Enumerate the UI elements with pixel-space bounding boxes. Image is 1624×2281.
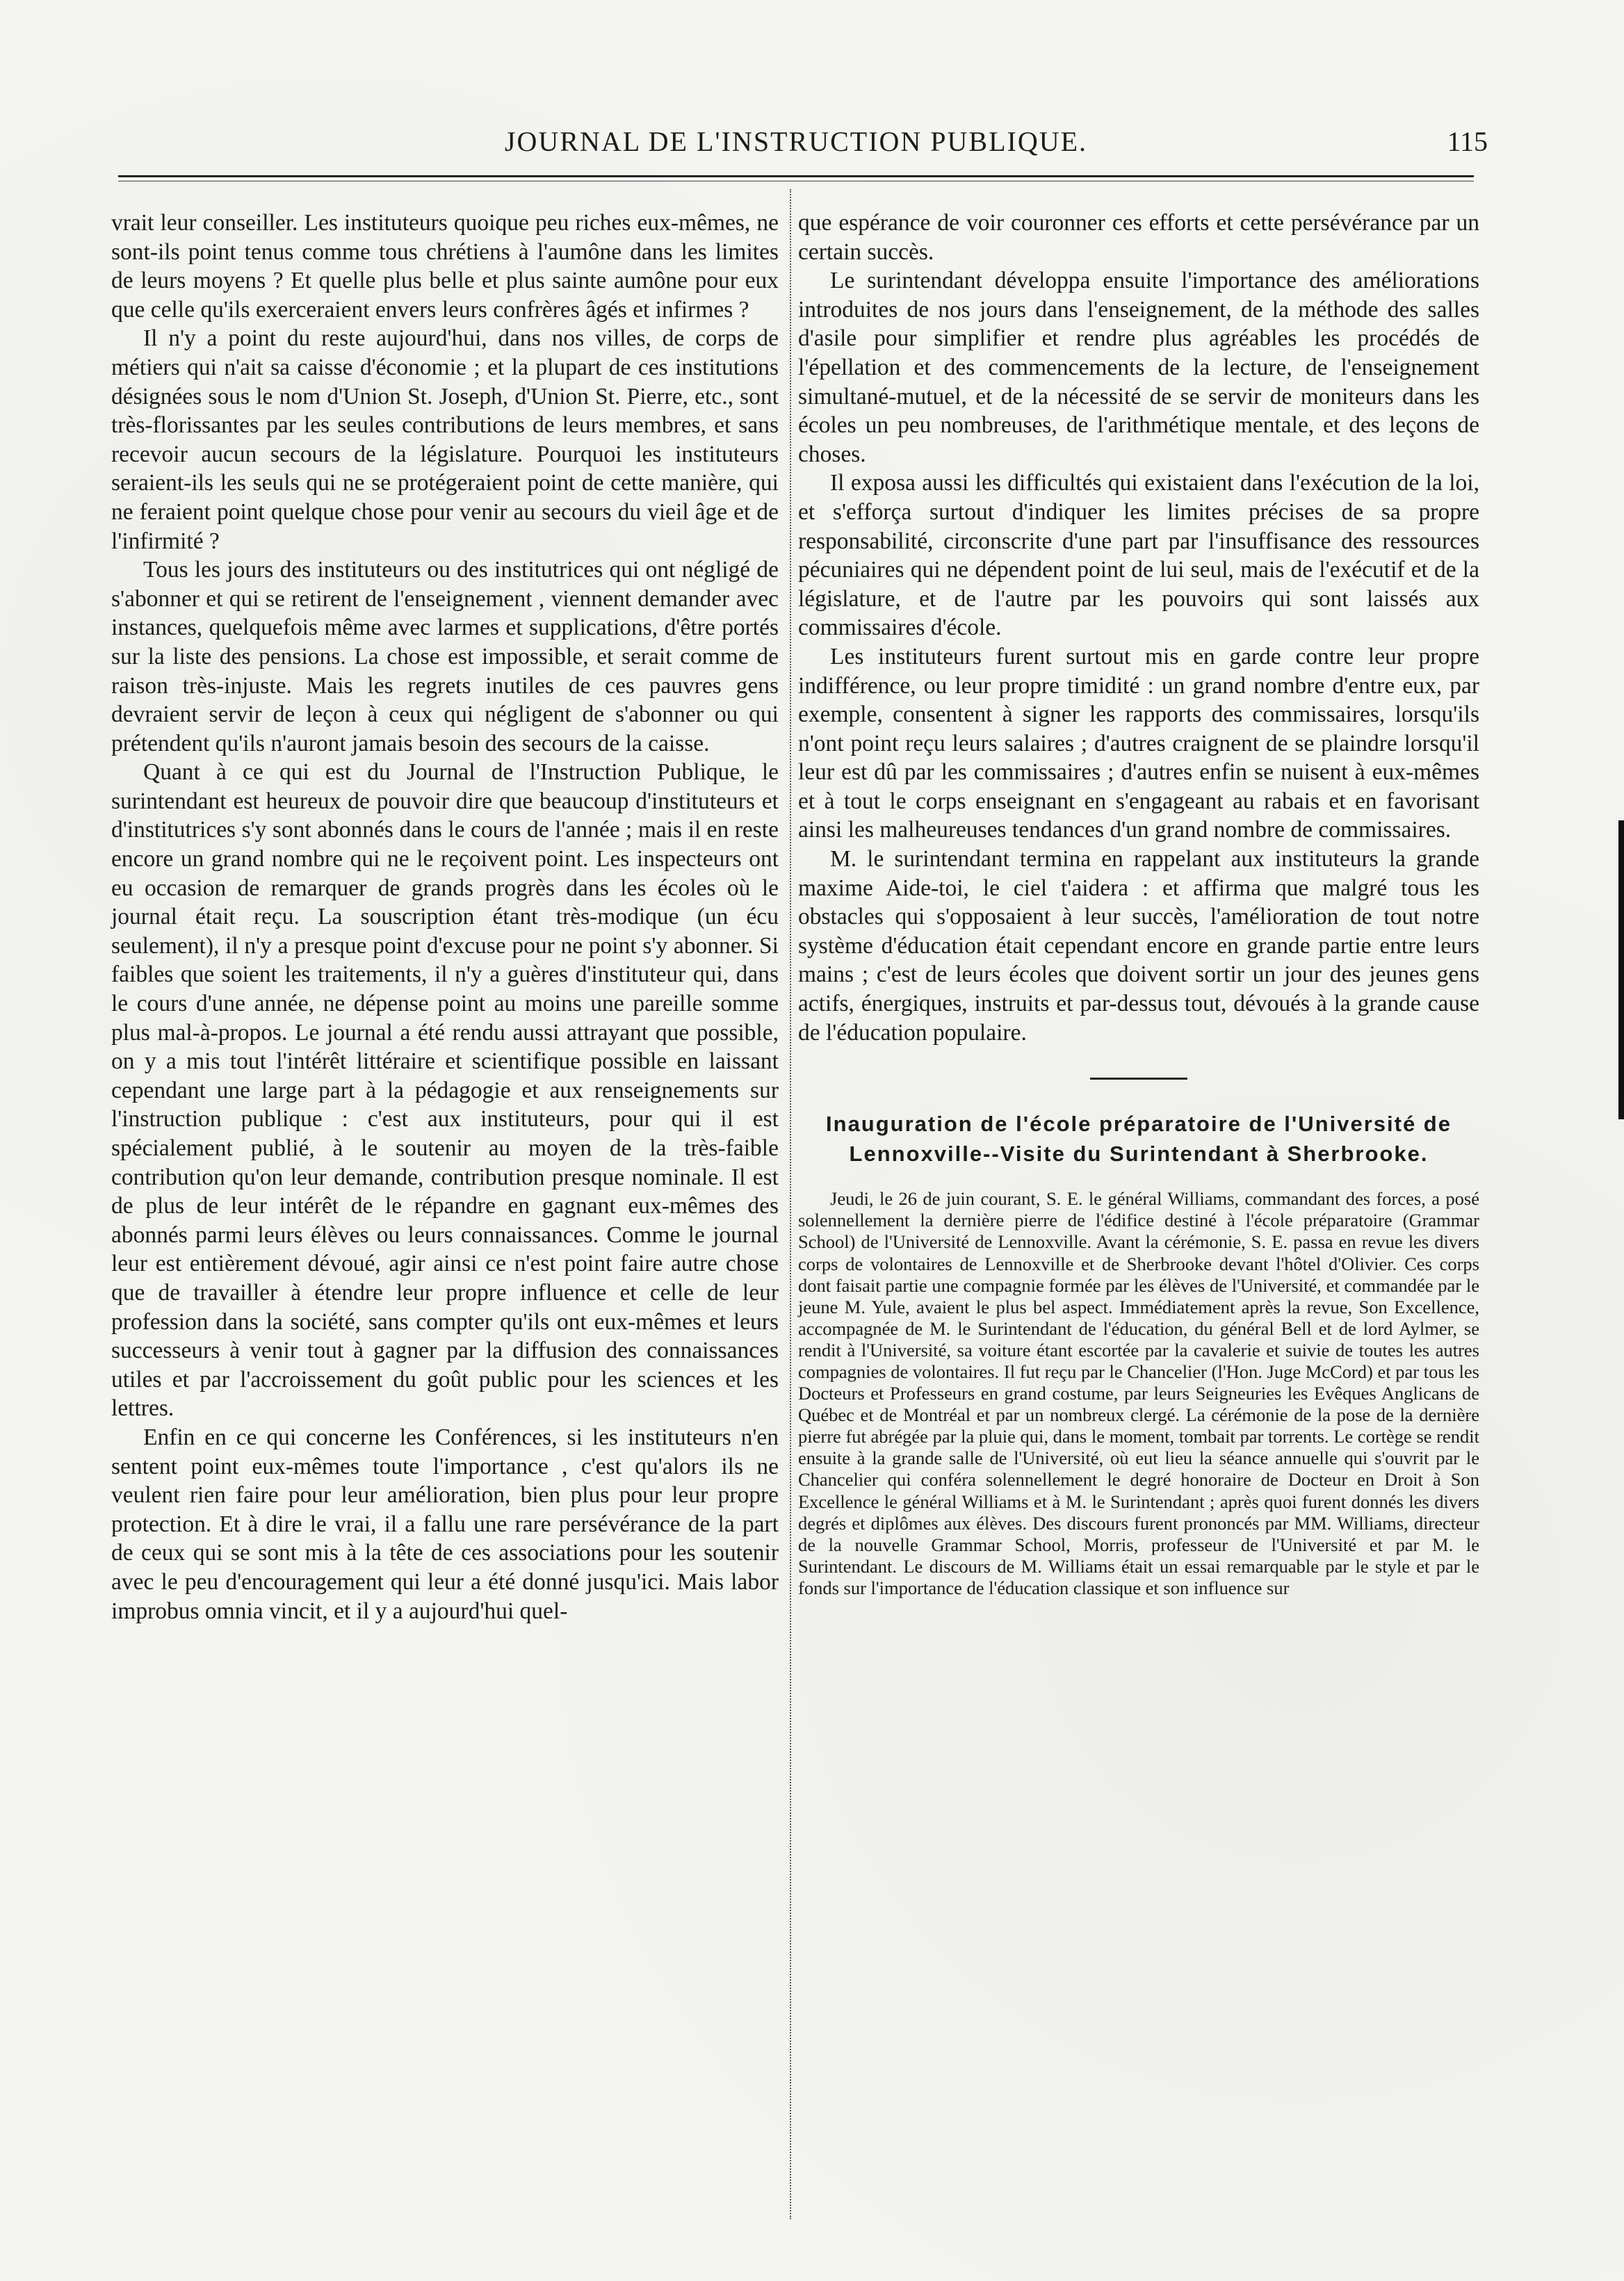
- right-column: [798, 209, 1479, 1599]
- left-paragraph-2: Il n'y a point du reste aujourd'hui, dans nos villes, de corps de métiers qui n'ait sa caisse d'économie ; et la plupart de ces institutions désignées sous le nom d'Union St. Joseph, d'Union St. Pierre, etc., sont très-florissantes par les seules contributions de leurs membres, et sans recevoir aucun secours de la législature. Pourquoi les instituteurs seraient-ils les seuls qui ne se protégeraient point de cette manière, qui ne feraient point quelque chose pour venir au secours du vieil âge et de l'infirmité ?: [111, 325, 779, 554]
- scan-edge-mark: [1618, 820, 1624, 1119]
- left-paragraph-5: Enfin en ce qui concerne les Conférences, si les instituteurs n'en sentent point eux-mêmes toute l'importance , c'est qu'alors ils ne veulent rien faire pour leur amélioration, bien plus pour leur propre protection. Et à dire le vrai, il a fallu une rare persévérance de la part de ceux qui se sont mis à la tête de ces associations pour les soutenir avec le peu d'encouragement qui leur a été donné jusqu'ici. Mais labor improbus omnia vincit, et il y a aujourd'hui quel-: [111, 1424, 779, 1624]
- right-paragraph-2: Le surintendant développa ensuite l'importance des améliorations introduites de nos jours dans l'enseignement, de la méthode des salles d'asile pour simplifier et rendre plus agréables les procédés de l'épellation et des commencements de la lecture, de l'enseignement simultané-mutuel, et de la nécessité de se servir de moniteurs dans les écoles un peu nombreuses, de l'arithmétique mentale, et des leçons de choses.: [798, 268, 1479, 467]
- right-paragraph-5: M. le surintendant termina en rappelant aux instituteurs la grande maxime Aide-toi, le ciel t'aidera : et affirma que malgré tous les obstacles qui s'opposaient à leur succès, l'amélioration de tout notre système d'éducation était cependant encore en grande partie entre leurs mains ; c'est de leurs écoles que doivent sortir un jour des jeunes gens actifs, énergiques, instruits et par-dessus tout, dévoués à la grande cause de l'éducation populaire.: [798, 846, 1479, 1046]
- article-paragraph: Jeudi, le 26 de juin courant, S. E. le général Williams, commandant des forces, a posé solennellement la dernière pierre de l'édifice destiné à l'école préparatoire (Grammar School) de l'Université de Lennoxville. Avant la cérémonie, S. E. passa en revue les divers corps de volontaires de Lennoxville et de Sherbrooke devant l'hôtel d'Olivier. Ces corps dont faisait partie une compagnie formée par les élèves de l'Université, et commandée par le jeune M. Yule, avaient le plus bel aspect. Immédiatement après la revue, Son Excellence, accompagnée de M. le Surintendant de l'éducation, du général Bell et de lord Aylmer, se rendit à l'Université, sa voiture étant escortée par la cavalerie et suivie de toutes les autres compagnies de volontaires. Il fut reçu par le Chancelier (l'Hon. Juge McCord) et par tous les Docteurs et Professeurs en grand costume, par leurs Seigneuries les Evêques Anglicans de Québec et de Montréal et par un nombreux clergé. La cérémonie de la pose de la dernière pierre fut abrégée par la pluie qui, dans le moment, tombait par torrents. Le cortège se rendit ensuite à la grande salle de l'Université, où eut lieu la séance annuelle qui s'ouvrit par le Chancelier qui conféra solennellement le degré honoraire de Docteur en Droit à Son Excellence le général Williams et à M. le Surintendant ; après quoi furent donnés les divers degrés et diplômes aux élèves. Des discours furent prononcés par MM. Williams, directeur de la nouvelle Grammar School, Morris, professeur de l'Université et par M. le Surintendant. Le discours de M. Williams était un essai remarquable par le style et par le fonds sur l'importance de l'éducation classique et son influence sur: [798, 1188, 1479, 1598]
- right-paragraph-3: Il exposa aussi les difficultés qui existaient dans l'exécution de la loi, et s'efforça surtout d'indiquer les limites précises de sa propre responsabilité, circonscrite d'une part par l'insuffisance des ressources pécuniaires qui ne dépendent point de lui seul, mais de l'exécutif et de la législature, et de l'autre par les pouvoirs qui sont laissés aux commissaires d'école.: [798, 470, 1479, 641]
- header-rule: [118, 175, 1474, 177]
- column-divider: [790, 189, 791, 2219]
- right-paragraph-4: Les instituteurs furent surtout mis en garde contre leur propre indifférence, ou leur propre timidité : un grand nombre d'entre eux, par exemple, consentent à signer les rapports des commissaires, lorsqu'ils n'ont point reçu leurs salaires ; d'autres craignent de se plaindre lorsqu'il leur est dû par les commissaires ; d'autres enfin se nuisent à eux-mêmes et à tout le corps enseignant en s'engageant au rabais et en favorisant ainsi les malheureuses tendances d'un grand nombre de commissaires.: [798, 643, 1479, 843]
- right-paragraph-1: que espérance de voir couronner ces efforts et cette persévérance par un certain succès.: [798, 210, 1479, 265]
- left-paragraph-1: vrait leur conseiller. Les instituteurs quoique peu riches eux-mêmes, ne sont-ils point tenus comme tous chrétiens à l'aumône dans les limites de leurs moyens ? Et quelle plus belle et plus sainte aumône pour eux que celle qu'ils exerceraient envers leurs confrères âgés et infirmes ?: [111, 210, 779, 323]
- article-title: Inauguration de l'école préparatoire de l'Université de Lennoxville--Visite du Surintendant à Sherbrooke.: [826, 1112, 1452, 1167]
- left-paragraph-4: Quant à ce qui est du Journal de l'Instruction Publique, le surintendant est heureux de pouvoir dire que beaucoup d'instituteurs et d'institutrices s'y sont abonnés dans le cours de l'année ; mais il en reste encore un grand nombre qui ne le reçoivent point. Les inspecteurs ont eu occasion de remarquer de grands progrès dans les écoles où le journal était reçu. La souscription étant très-modique (un écu seulement), il n'y a presque point d'excuse pour ne point s'y abonner. Si faibles que soient les traitements, il n'y a guères d'instituteur qui, dans le cours d'une année, ne dépense point au moins une pareille somme plus mal-à-propos. Le journal a été rendu aussi attrayant que possible, on y a mis tout l'intérêt littéraire et scientifique possible en laissant cependant une large part à la pédagogie et aux renseignements sur l'instruction publique : c'est aux instituteurs, pour qui il est spécialement publié, à le soutenir au moyen de la très-faible contribution qu'on leur demande, contribution presque nominale. Il est de plus de leur intérêt de le répandre en gagnant eux-mêmes des abonnés parmi leurs élèves ou leurs connaissances. Comme le journal leur est entièrement dévoué, agir ainsi ce n'est point faire autre chose que de travailler à étendre leur propre influence et celle de leur profession dans la société, sans compter qu'ils ont eux-mêmes et leurs successeurs à venir tout à gagner par la diffusion des connaissances utiles et par l'accroissement du goût public pour les sciences et les lettres.: [111, 759, 779, 1422]
- running-title: JOURNAL DE L'INSTRUCTION PUBLIQUE.: [504, 126, 1088, 157]
- section-divider: [1090, 1078, 1187, 1080]
- page-header: [104, 125, 1488, 164]
- article-body: [798, 1188, 1479, 1599]
- page-number: 115: [1447, 126, 1488, 157]
- left-column: [111, 209, 779, 1625]
- left-paragraph-3: Tous les jours des instituteurs ou des institutrices qui ont négligé de s'abonner et qui se retirent de l'enseignement , viennent demander avec instances, quelquefois même avec larmes et supplications, d'être portés sur la liste des pensions. La chose est impossible, et serait comme de raison très-injuste. Mais les regrets inutiles de ces pauvres gens devraient servir de leçon à ceux qui négligent de s'abonner ou qui prétendent qu'ils n'auront jamais besoin des secours de la caisse.: [111, 557, 779, 756]
